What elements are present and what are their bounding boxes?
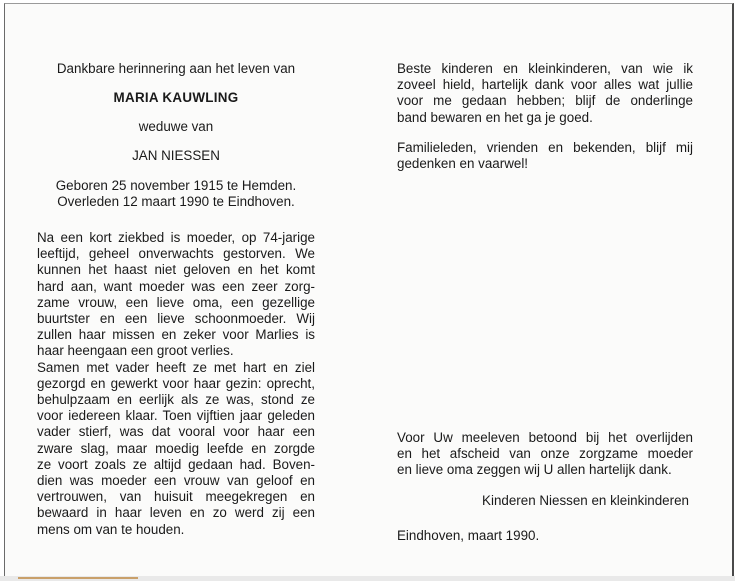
biography-line: ze voort zoals ze altijd gedaan had. Boven- [37, 456, 315, 472]
biography-line: dien was moeder een vrouw van geloof en [37, 473, 315, 489]
biography-line: voor iedereen klaar. Toen vijftien jaar geleden [37, 408, 315, 424]
thanks-block [397, 430, 693, 479]
biography-line: Na een kort ziekbed is moeder, op 74-jarige [37, 230, 315, 245]
biography-line: zullen haar missen en zeker voor Marlies is [37, 327, 315, 343]
message-line: Familieleden, vrienden en bekenden, blijf mij [397, 139, 693, 155]
card-edge-strip [18, 577, 138, 579]
death-line: Overleden 12 maart 1990 te Eindhoven. [57, 194, 295, 209]
message-line: gedenken en vaarwel! [397, 156, 529, 172]
biography-line: hard aan, want moeder was een zeer zorg- [37, 278, 315, 294]
thanks-line: en lieve oma zeggen wij U allen hartelijk dank. [397, 462, 672, 478]
left-column [37, 61, 315, 538]
thanks-line: Voor Uw meeleven betoond bij het overlijden [397, 430, 693, 445]
biography-line: Samen met vader heeft ze met hart en ziel [37, 359, 315, 375]
biography-line: behulpzaam en eerlijk als ze was, stond ze [37, 392, 315, 408]
deceased-name: MARIA KAUWLING [113, 90, 239, 105]
header-block [37, 61, 315, 210]
biography-line: bewaard in haar leven en zo werd zij een [37, 505, 315, 521]
biography-line: kunnen het haast niet geloven en het komt [37, 262, 315, 278]
signature-block [397, 493, 689, 509]
birth-line: Geboren 25 november 1915 te Hemden. [55, 178, 297, 193]
message-family [397, 140, 693, 172]
thanks-line: en het afscheid van onze zorgzame moeder [397, 446, 693, 462]
message-line: band bewaren en het ga je goed. [397, 109, 593, 125]
biography-line: zame vrouw, een lieve oma, een gezellige [37, 294, 315, 310]
intro-line: Dankbare herinnering aan het leven van [56, 61, 296, 76]
biography-line: haar heengaan een groot verlies. [37, 343, 234, 359]
biography-line: mens om van te houden. [37, 521, 185, 537]
biography-text [37, 230, 315, 538]
place-date-block [397, 528, 539, 544]
place-date: Eindhoven, maart 1990. [397, 528, 540, 543]
right-column [397, 61, 693, 172]
biography-line: buurtster en een lieve schoonmoeder. Wij [37, 311, 315, 327]
biography-line: gezorgd en gewerkt voor haar gezin: oprecht, [37, 375, 315, 391]
biography-line: vader stierf, was dat vooral voor haar een [37, 424, 315, 440]
message-line: voor me gedaan hebben; blijf de onderlinge [397, 93, 693, 109]
message-children [397, 61, 693, 126]
biography-line: leeftijd, geheel onverwachts gestorven. We [37, 246, 315, 262]
message-line: zoveel hield, hartelijk dank voor alles wat jullie [397, 77, 693, 93]
biography-line: zware slag, maar moedig leefde en zorgde [37, 440, 315, 456]
signature: Kinderen Niessen en kleinkinderen [482, 493, 689, 508]
message-line: Beste kinderen en kleinkinderen, van wie ik [397, 61, 693, 76]
relation-line: weduwe van [138, 119, 214, 134]
spouse-name: JAN NIESSEN [132, 148, 220, 163]
biography-line: vertrouwen, van huisuit meegekregen en [37, 489, 315, 505]
